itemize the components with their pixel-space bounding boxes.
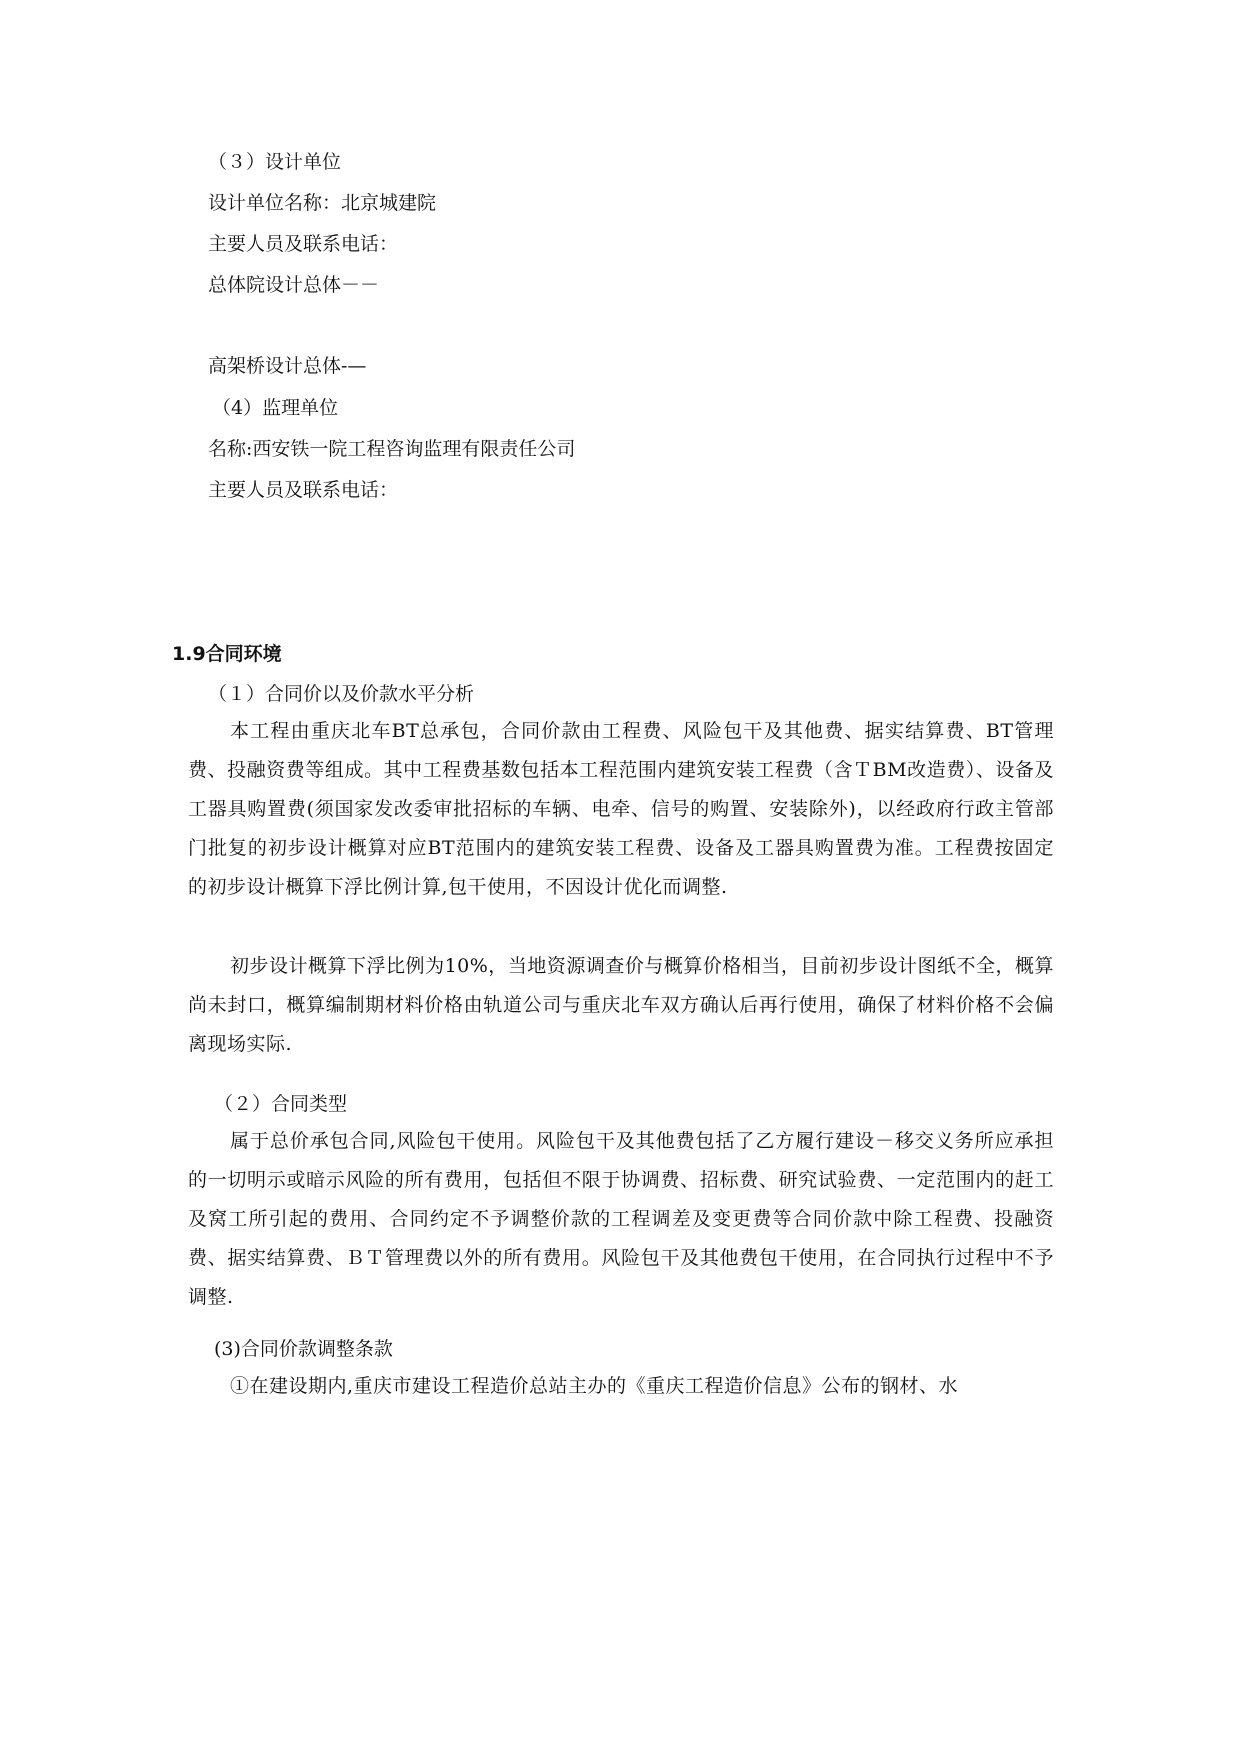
section-title: 1.9合同环境 <box>172 643 282 665</box>
sub3-heading: (3)合同价款调整条款 <box>214 1338 393 1360</box>
design-chief-viaduct: 高架桥设计总体-— <box>208 355 367 377</box>
sub1-paragraph-1: 本工程由重庆北车BT总承包，合同价款由工程费、风险包干及其他费、据实结算费、BT管理费、投融资费等组成。其中工程费基数包括本工程范围内建筑安装工程费（含ＴBM改造费）、设备及工器具购置费(须国家发改委审批招标的车辆、电牵、信号的购置、安装除外)，以经政府行政主管部门批复的初步设计概算对应BT范围内的建筑安装工程费、设备及工器具购置费为准。工程费按固定的初步设计概算下浮比例计算,包干使用，不因设计优化而调整. <box>188 720 1054 898</box>
supervision-unit-name: 名称:西安铁一院工程咨询监理有限责任公司 <box>208 438 576 460</box>
sub1-paragraph-2: 初步设计概算下浮比例为10%，当地资源调查价与概算价格相当，目前初步设计图纸不全，概算尚未封口，概算编制期材料价格由轨道公司与重庆北车双方确认后再行使用，确保了材料价格不会偏离现场实际. <box>188 955 1054 1055</box>
sub2-paragraph: 属于总价承包合同,风险包干使用。风险包干及其他费包括了乙方履行建设－移交义务所应承担的一切明示或暗示风险的所有费用，包括但不限于协调费、招标费、研究试验费、一定范围内的赶工及窝工所引起的费用、合同约定不予调整价款的工程调差及变更费等合同价款中除工程费、投融资费、据实结算费、ＢＴ管理费以外的所有费用。风险包干及其他费包干使用，在合同执行过程中不予调整. <box>188 1130 1054 1308</box>
supervision-contacts-label: 主要人员及联系电话： <box>208 479 399 501</box>
sub1-heading: （１）合同价以及价款水平分析 <box>208 683 475 705</box>
design-contacts-label: 主要人员及联系电话： <box>208 233 399 255</box>
design-unit-name: 设计单位名称：北京城建院 <box>208 192 437 214</box>
supervision-unit-heading: （4）监理单位 <box>212 397 339 419</box>
design-chief-general: 总体院设计总体－－ <box>208 274 380 296</box>
sub3-paragraph: ①在建设期内,重庆市建设工程造价总站主办的《重庆工程造价信息》公布的钢材、水 <box>230 1375 959 1397</box>
sub2-heading: （２）合同类型 <box>214 1093 348 1115</box>
design-unit-heading: （３）设计单位 <box>208 151 342 173</box>
